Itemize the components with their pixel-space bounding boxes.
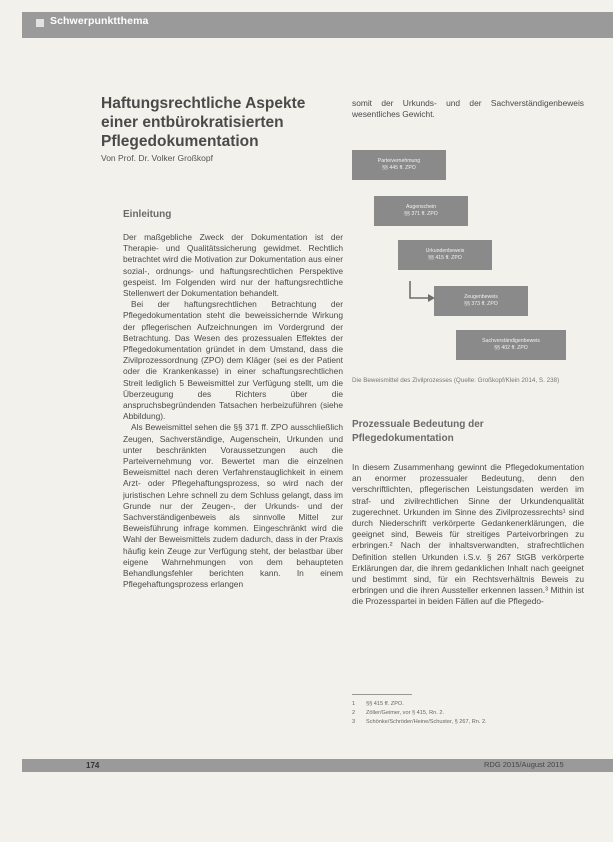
article-title: Haftungsrechtliche Aspekte einer entbürokratisierten Pflegedokumentation bbox=[101, 95, 306, 150]
paragraph: Als Beweismittel sehen die §§ 371 ff. ZPO ausschließlich Zeugen, Sachverständige, Augenschein, Urkunden und unter beschränkten Voraussetzungen auch die Parteivernehmung vor. Bewertet man die einzelnen Beweismittel nach deren Verfahrenstauglichkeit in einem Arzt- oder Pflegehaftungsprozess, so wird nach der juristischen Lehre schnell zu dem Schluss gelangt, dass im Grunde nur der Zeugen-, der Urkunds- und der Sachverständigenbeweis als sinnvolle Mittel zur Beweisführung infrage kommen. Eingeschränkt wird die Wahl der Beweismittels zudem dadurch, dass in der Praxis häufig kein Zeuge zur Verfügung steht, der belastbar über eigene Wahrnehmungen von dem behaupteten Behandlungsfehler berichten kann. In einem Pflegehaftungsprozess erlangen bbox=[123, 422, 343, 590]
diagram-box bbox=[352, 150, 446, 180]
paragraph: Bei der haftungsrechtlichen Betrachtung der Pflegedokumentation steht die beweissichernde Wirkung der pflegerischen Aufzeichnungen im Vordergrund der Betrachtung. Das Wesen des prozessualen Effektes der Pflegedokumentation gründet in dem Umstand, dass die Zivilprozessordnung (ZPO) dem Kläger (sei es der Patient oder die Krankenkasse) in einer schaftungsrechtlichen Streit lediglich 5 Beweismittel zur Verfügung stellt, um die Überzeugung des Richters über die anspruchsbegründenden Tatsachen herbeizuführen (siehe Abbildung). bbox=[123, 299, 343, 422]
diagram-box bbox=[434, 286, 528, 316]
diagram-box bbox=[374, 196, 468, 226]
square-bullet-icon bbox=[36, 19, 44, 27]
column-right-text bbox=[352, 462, 584, 684]
section-heading-processual: Prozessuale Bedeutung der Pflegedokumentation bbox=[352, 419, 484, 444]
footnote bbox=[352, 700, 584, 709]
footnote-text: §§ 415 ff. ZPO. bbox=[366, 701, 404, 707]
footnote-text: Schönke/Schröder/Heine/Schuster, § 267, Rn. 2. bbox=[366, 719, 487, 725]
diagram-box-ref: §§ 371 ff. ZPO bbox=[404, 211, 438, 217]
paragraph: somit der Urkunds- und der Sachverständigenbeweis wesentliches Gewicht. bbox=[352, 98, 584, 120]
diagram-box-title: Zeugenbeweis bbox=[464, 294, 498, 300]
footnote-number: 1 bbox=[352, 701, 356, 707]
article-author: Von Prof. Dr. Volker Großkopf bbox=[101, 153, 213, 163]
diagram-box-title: Sachverständigenbeweis bbox=[482, 338, 540, 344]
journal-reference: RDG 2015/August 2015 bbox=[484, 760, 564, 769]
diagram-box-ref: §§ 402 ff. ZPO bbox=[494, 345, 528, 351]
diagram-box-title: Urkundenbeweis bbox=[425, 248, 465, 254]
rubric-label: Schwerpunktthema bbox=[50, 15, 149, 27]
arrow-right-icon bbox=[406, 280, 436, 304]
footnote-divider bbox=[352, 694, 412, 695]
figure-caption: Die Beweismittel des Zivilprozesses (Quelle: Großkopf/Klein 2014, S. 238) bbox=[352, 377, 560, 384]
column-right-intro bbox=[352, 98, 584, 124]
diagram-box-ref: §§ 445 ff. ZPO bbox=[382, 165, 416, 171]
footnote-number: 2 bbox=[352, 710, 356, 716]
paragraph: In diesem Zusammenhang gewinnt die Pflegedokumentation an enormer prozessualer Bedeutung, denn den verschriftlichten, pflegerischen Leistungsdaten werden im straf- und zivilrechtlichen Sinne der Urkundenqualität zugerechnet. Urkunden im Sinne des Zivilprozessrechts¹ sind durch Niederschrift verkörperte Gedankenerklärungen, die geeignet sind, Beweis für streitiges Parteivorbringen zu erbringen.² Nach der inhaltsverwandten, strafrechtlichen Definition stellen Urkunden i.S.v. § 267 StGB verkörperte Erklärungen dar, die ihrem gedanklichen Inhalt nach geeignet und bestimmt sind, für ein Rechtsverhältnis Beweis zu erbringen und die ihren Aussteller erkennen lassen.³ Mithin ist die Prozesspartei in beiden Fällen auf die Pflegedo- bbox=[352, 462, 584, 607]
footnote bbox=[352, 718, 584, 727]
diagram-box-title: Parteivernehmung bbox=[377, 158, 421, 164]
section-heading-einleitung: Einleitung bbox=[123, 209, 172, 220]
diagram-box bbox=[456, 330, 566, 360]
column-left-text bbox=[123, 232, 343, 752]
paragraph: Der maßgebliche Zweck der Dokumentation ist der Therapie- und Qualitätssicherung gewidmet. Rechtlich betrachtet wird die Motivation zur Dokumentation aus einer sozial-, ordnungs- und haftungsrechtlichen Perspektive gespeist. Im Folgenden wird nur der haftungsrechtliche Stellenwert der Dokumentation behandelt. bbox=[123, 232, 343, 299]
diagram-box-title: Augenschein bbox=[406, 204, 436, 210]
footnotes bbox=[352, 700, 584, 727]
page-number: 174 bbox=[86, 761, 100, 770]
diagram-box-ref: §§ 415 ff. ZPO bbox=[428, 255, 462, 261]
footnote-text: Zöller/Geimer, vor § 415, Rn. 2. bbox=[366, 710, 445, 716]
footnote bbox=[352, 709, 584, 718]
footnote-number: 3 bbox=[352, 719, 356, 725]
diagram-box bbox=[398, 240, 492, 270]
diagram-box-ref: §§ 373 ff. ZPO bbox=[464, 301, 498, 307]
